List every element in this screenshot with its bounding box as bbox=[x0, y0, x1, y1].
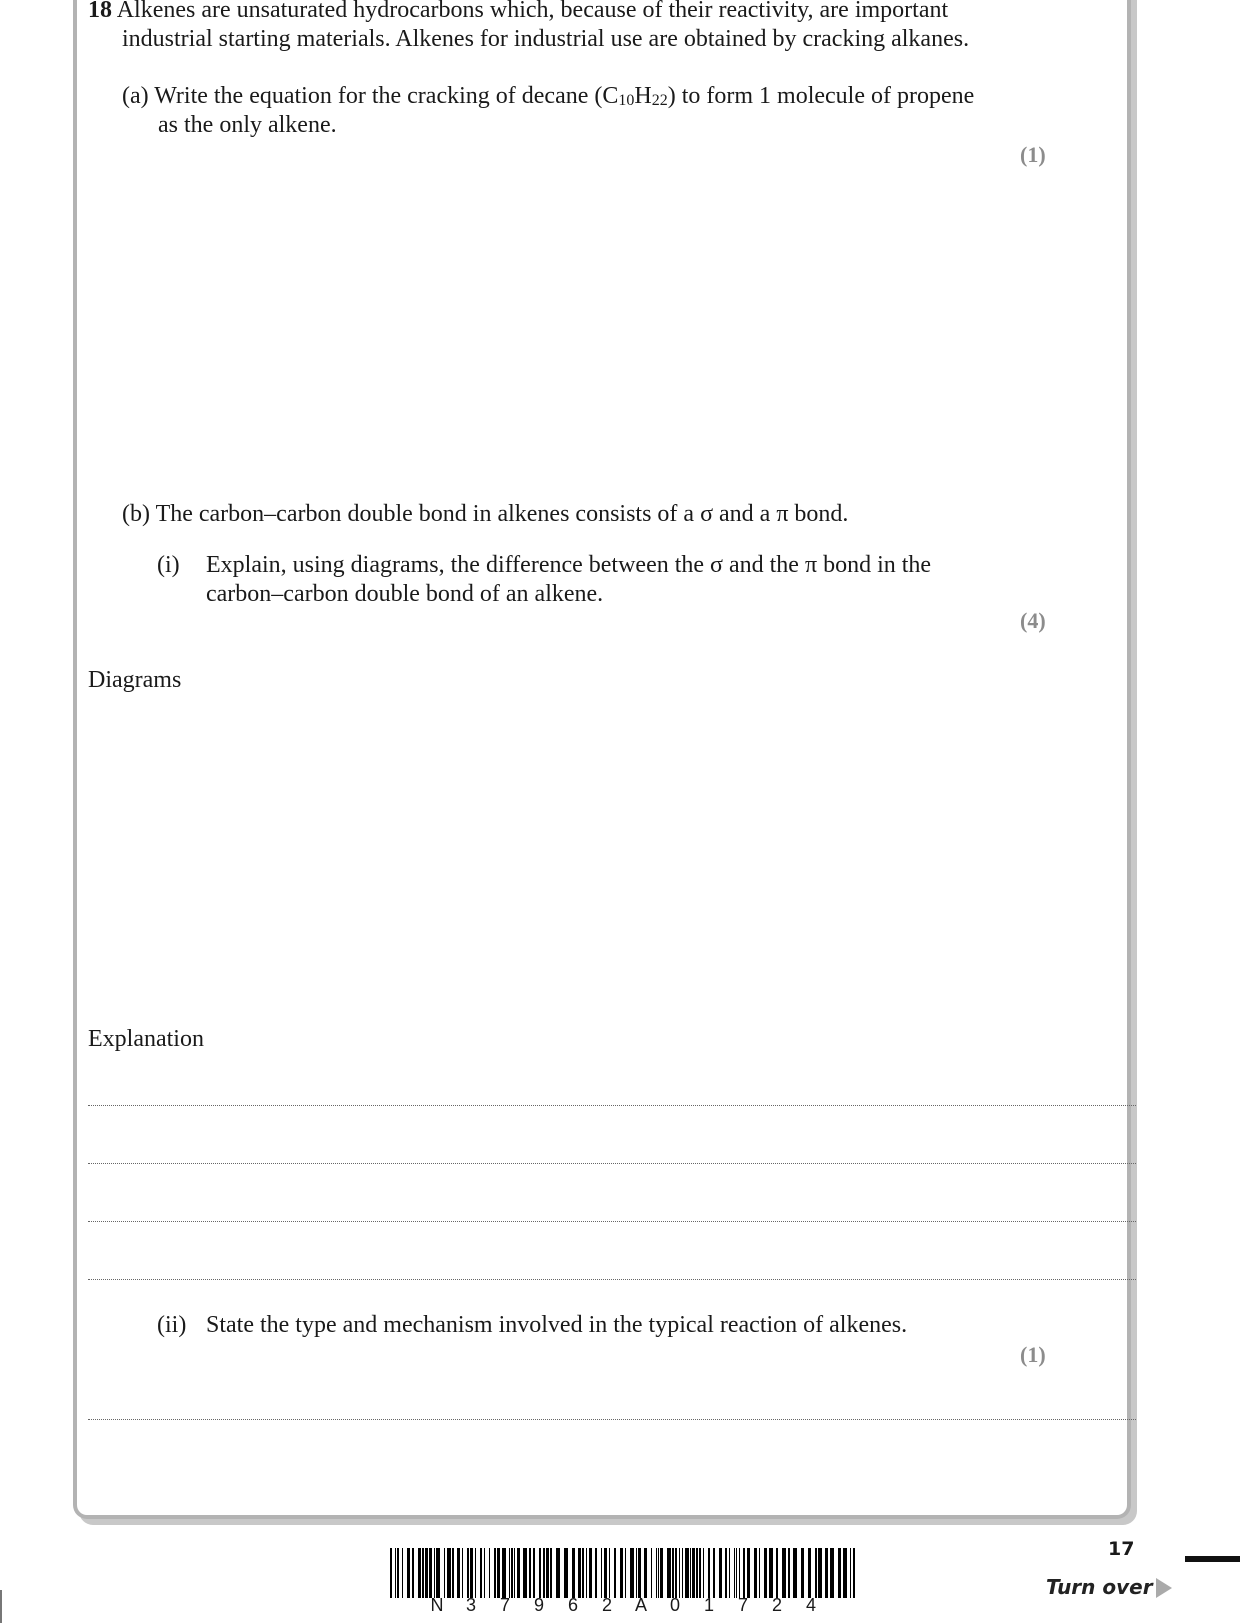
part-b-i-line2: carbon–carbon double bond of an alkene. bbox=[206, 581, 604, 607]
margin-mark bbox=[0, 1590, 2, 1623]
answer-line-2[interactable] bbox=[88, 1163, 1136, 1164]
part-a-line1: (a) Write the equation for the cracking of decane $(C_{10}H_{22})$ to form 1 molecule of propene bbox=[122, 83, 975, 109]
part-b-ii-marks: (1) bbox=[1020, 1342, 1046, 1367]
barcode-char: 4 bbox=[805, 1595, 816, 1615]
part-b-i-label: (i) bbox=[157, 552, 180, 578]
barcode-digits bbox=[420, 1595, 828, 1616]
barcode-char: 6 bbox=[567, 1595, 578, 1615]
barcode-char: 1 bbox=[703, 1595, 714, 1615]
answer-frame bbox=[73, 0, 1131, 1519]
part-b-i-marks: (4) bbox=[1020, 608, 1046, 633]
part-a-line2: as the only alkene. bbox=[158, 112, 337, 138]
part-b-ii-text: State the type and mechanism involved in the typical reaction of alkenes. bbox=[206, 1312, 908, 1338]
answer-line-1[interactable] bbox=[88, 1105, 1136, 1106]
turn-over-arrow-icon bbox=[1156, 1578, 1172, 1598]
turn-over-text: Turn over bbox=[1046, 1575, 1153, 1599]
question-intro-line1 bbox=[88, 0, 948, 25]
answer-line-3[interactable] bbox=[88, 1221, 1136, 1222]
answer-line-4[interactable] bbox=[88, 1279, 1136, 1280]
barcode-char: 2 bbox=[601, 1595, 612, 1615]
part-b-line: (b) The carbon–carbon double bond in alkenes consists of a σ and a π bond. bbox=[122, 501, 849, 527]
part-a-marks: (1) bbox=[1020, 142, 1046, 167]
part-b-label: (b) bbox=[122, 501, 150, 527]
question-intro-text1: Alkenes are unsaturated hydrocarbons which, because of their reactivity, are important bbox=[116, 0, 949, 23]
diagrams-label: Diagrams bbox=[88, 667, 182, 693]
barcode-char: N bbox=[430, 1595, 444, 1615]
part-a-label: (a) bbox=[122, 83, 149, 109]
answer-line-5[interactable] bbox=[88, 1419, 1136, 1420]
barcode-char: 9 bbox=[533, 1595, 544, 1615]
barcode bbox=[390, 1548, 860, 1598]
barcode-char: 7 bbox=[737, 1595, 748, 1615]
part-b-i-line1: Explain, using diagrams, the difference between the σ and the π bond in the bbox=[206, 552, 932, 578]
part-b-ii-label: (ii) bbox=[157, 1312, 187, 1338]
question-intro-line2: industrial starting materials. Alkenes for industrial use are obtained by cracking alkanes. bbox=[122, 26, 970, 52]
question-number: 18 bbox=[88, 0, 112, 23]
registration-bar bbox=[1185, 1556, 1240, 1562]
barcode-char: 0 bbox=[669, 1595, 680, 1615]
explanation-label: Explanation bbox=[88, 1026, 204, 1052]
page-number: 17 bbox=[1108, 1538, 1135, 1560]
barcode-char: 7 bbox=[499, 1595, 510, 1615]
barcode-char: 2 bbox=[771, 1595, 782, 1615]
barcode-char: A bbox=[634, 1595, 647, 1615]
barcode-char: 3 bbox=[465, 1595, 476, 1615]
